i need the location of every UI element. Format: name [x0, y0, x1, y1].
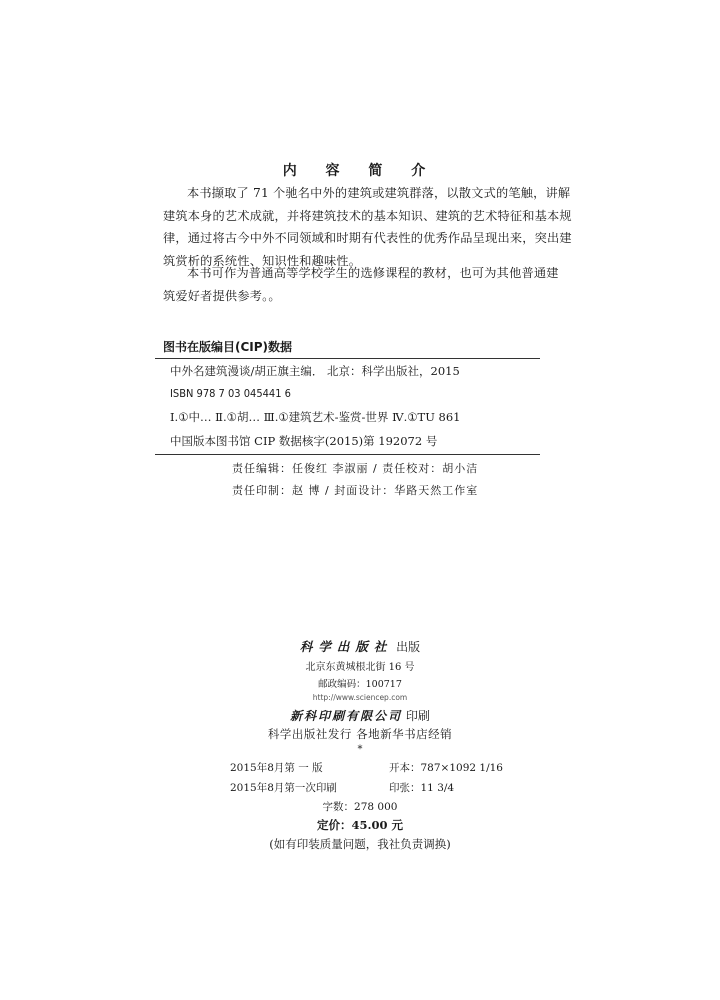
distribution-line: 科学出版社发行 各地新华书店经销 — [267, 727, 453, 741]
summary-line: 筑赏析的系统性、知识性和趣味性。 — [163, 253, 362, 268]
summary-paragraph-2 — [163, 262, 559, 307]
quality-note: (如有印装质量问题，我社负责调换) — [269, 837, 451, 851]
cip-top-rule — [155, 358, 540, 359]
summary-line: 建筑本身的艺术成就，并将建筑技术的基本知识、建筑的艺术特征和基本规 — [163, 208, 572, 223]
cip-bottom-rule — [155, 454, 540, 455]
printer-suffix: 印刷 — [402, 709, 430, 723]
word-count: 字数：278 000 — [322, 801, 398, 813]
price: 定价：45.00 元 — [316, 818, 403, 832]
cip-record-number: 中国版本图书馆 CIP 数据核字(2015)第 192072 号 — [170, 434, 438, 448]
edition-info: 2015年8月第 一 版 — [230, 762, 323, 774]
separator-asterisk: * — [357, 744, 363, 755]
production-credits: 责任印制：赵 博 / 封面设计：华路天然工作室 — [232, 484, 479, 497]
cip-heading: 图书在版编目(CIP)数据 — [163, 340, 293, 354]
cip-classification: Ⅰ.①中… Ⅱ.①胡… Ⅲ.①建筑艺术-鉴赏-世界 Ⅳ.①TU 861 — [170, 410, 461, 424]
format-info: 开本：787×1092 1/16 — [389, 762, 503, 774]
summary-line: 本书可作为普通高等学校学生的选修课程的教材，也可为其他普通建 — [187, 266, 559, 280]
cip-isbn: ISBN 978 7 03 045441 6 — [170, 387, 291, 400]
summary-line: 律，通过将古今中外不同领域和时期有代表性的优秀作品呈现出来，突出建 — [163, 231, 572, 245]
publisher-url: http://www.sciencep.com — [312, 693, 408, 702]
publisher-line — [0, 637, 720, 655]
printer-line — [0, 707, 720, 724]
summary-title: 内 容 简 介 — [282, 163, 438, 179]
sheets-info: 印张：11 3/4 — [389, 782, 455, 794]
editor-credits: 责任编辑：任俊红 李淑丽 / 责任校对：胡小洁 — [232, 462, 479, 475]
printer-name: 新科印刷有限公司 — [290, 709, 403, 723]
printing-info: 2015年8月第一次印刷 — [230, 782, 337, 794]
summary-line: 本书撷取了 71 个驰名中外的建筑或建筑群落，以散文式的笔触，讲解 — [187, 186, 571, 200]
summary-line: 筑爱好者提供参考。。 — [163, 288, 281, 303]
postal-code: 邮政编码：100717 — [318, 679, 402, 690]
publisher-logo-text: 科学出版社 — [299, 639, 393, 654]
publisher-address: 北京东黄城根北街 16 号 — [305, 662, 415, 673]
cip-citation: 中外名建筑漫谈/胡正旗主编． 北京：科学出版社，2015 — [170, 364, 460, 378]
publisher-suffix: 出版 — [392, 640, 421, 654]
summary-paragraph-1 — [163, 182, 572, 272]
